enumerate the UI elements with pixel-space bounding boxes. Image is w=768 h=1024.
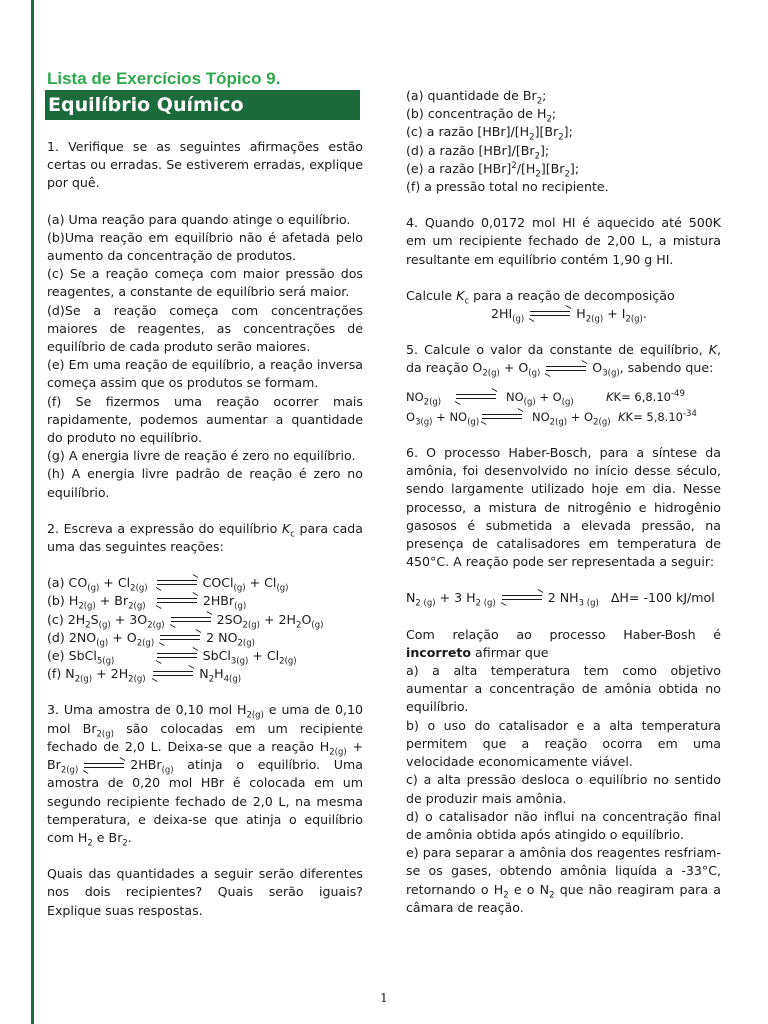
equilibrium-arrow-icon	[530, 309, 570, 318]
q3-item: (d) a razão $[HBr]/[Br_2]$;	[406, 142, 550, 162]
q6-option: c) a alta pressão desloca o equilíbrio no sentido de produzir mais amônia.	[406, 772, 721, 806]
q2-reaction: (a) $CO_{(g)} + Cl_{2(g)}$ COCl$_{(g)}$ + $Cl_{(g)}$	[47, 575, 289, 594]
q6-option: d) o catalisador não influi na concentração final de amônia obtida após atingido o equilíbrio.	[406, 808, 721, 842]
topic-heading: Lista de Exercícios Tópico 9.	[47, 69, 281, 88]
q6-reaction: $N_{2 (g)} + 3$ $H_{2 (g)}$ 2 $NH_{3 (g)}$ ΔH= -100 kJ/mol	[406, 590, 715, 609]
q4-calc: Calcule $K_c$ para a reação de decomposição	[406, 287, 675, 307]
equilibrium-arrow-icon	[157, 596, 197, 605]
q2-reaction: (d) $2NO_{(g)} + O_{2(g)}$ 2 $NO_{2(g)}$	[47, 629, 255, 649]
q5-text: 5. Calcule o valor da constante de equilíbrio, K, da reação $O_{2(g)} + O_{(g)}$ $O_{3(g)}$, sabendo que:	[406, 342, 721, 379]
q1-item-a: (a) Uma reação para quando atinge o equilíbrio.	[47, 211, 351, 227]
equilibrium-arrow-icon	[502, 593, 542, 602]
q2-reaction: (b) $H_{2(g)} + Br_{2(g)}$ 2HBr$_{(g)}$	[47, 593, 247, 612]
q1-item-f: (f) Se fizermos uma reação ocorrer mais rapidamente, podemos aumentar a quantidade do produto no equilíbrio.	[47, 393, 363, 446]
left-column	[47, 68, 363, 920]
q6-option-list	[406, 662, 721, 917]
q3-item: (c) a razão $[HBr]/[H_2][Br_2]$;	[406, 124, 573, 143]
q2-intro: 2. Escreva a expressão do equilíbrio $K_c$ para cada uma das seguintes reações:	[47, 520, 364, 555]
page-title: Equilíbrio Químico	[45, 90, 360, 120]
q3-item-list	[406, 87, 721, 196]
q6-prompt: Com relação ao processo Haber-Bosh é incorreto afirmar que	[406, 626, 721, 660]
equilibrium-arrow-icon	[157, 578, 197, 587]
q1-item-b: (b)Uma reação em equilíbrio não é afetada pelo aumento da concentração de produtos.	[47, 229, 363, 264]
equilibrium-arrow-icon	[171, 615, 211, 624]
q3-question: Quais das quantidades a seguir serão diferentes nos dois recipientes? Quais serão iguais? Explique suas respostas.	[47, 866, 363, 918]
equilibrium-arrow-icon	[546, 364, 586, 373]
right-column	[406, 87, 721, 917]
page-number: 1	[380, 991, 388, 1005]
q4-reaction: $2HI_{(g)}$ $H_{2(g)} + I_{2(g)}$.	[491, 306, 647, 325]
q2-reaction: (e) SbCl$_{5(g)}$ SbCl$_{3(g)}$ + $Cl_{2(g)}$	[47, 648, 297, 667]
q6-text: 6. O processo Haber-Bosch, para a síntese da amônia, foi desenvolvido no início desse século, sendo largamente utilizado hoje em dia. Nesse processo, a mistura de nitrogênio e hidrogênio gasosos é submetida a elevada pressão, na presença de catalisadores em temperatura de 450°C. A reação pode ser representada a seguir:	[406, 445, 721, 570]
q2-reaction: (c) $2H_2S_{(g)} + 3O_{2(g)}$ $2SO_{2(g)} + 2H_2O_{(g)}$	[47, 611, 324, 631]
equilibrium-arrow-icon	[456, 392, 496, 401]
q5-equation-2: $O_{3(g)} + NO_{(g)}$ $NO_{2(g)} + O_{2(g)}$ $KK= 5,8.10^{-34}$	[406, 409, 697, 428]
equilibrium-arrow-icon	[153, 669, 193, 678]
q3-text: 3. Uma amostra de 0,10 mol $H_{2(g)}$ e uma de 0,10 mol $Br_{2(g)}$ são colocadas em um recipiente fechado de 2,0 L. Deixa-se que a reação $H_{2(g)} + Br_{2(g)}$ 2HBr$_{(g)}$ atinja o equilíbrio. Uma amostra de 0,20 mol HBr é colocada em um segundo recipiente fechado de 2,0 L, na mesma temperatura, e deixa-se que atinja o equilíbrio com $H_2$ e $Br_2$.	[47, 702, 364, 849]
q6-option: b) o uso do catalisador e a alta temperatura permitem que a reação ocorra em uma velocidade economicamente viável.	[406, 717, 721, 770]
q1-item-d: (d)Se a reação começa com concentrações maiores de reagentes, as concentrações de equilíbrio de cada produto serão maiores.	[47, 302, 363, 355]
equilibrium-arrow-icon	[84, 761, 124, 770]
q1-item-c: (c) Se a reação começa com maior pressão dos reagentes, a constante de equilíbrio será maior.	[47, 266, 363, 300]
page-margin-rule	[31, 0, 34, 1024]
q1-item-g: (g) A energia livre de reação é zero no equilíbrio.	[47, 448, 356, 464]
q6-option: e) para separar a amônia dos reagentes resfriam-se os gases, obtendo amônia liquída a -33°C, retornando o $H_2$ e o $N_2$ que não reagiram para a câmara de reação.	[406, 845, 721, 915]
q1-item-e: (e) Em uma reação de equilíbrio, a reação inversa começa assim que os produtos se formam.	[47, 357, 363, 391]
q6-option: a) a alta temperatura tem como objetivo aumentar a concentração de amônia obtida no equilíbrio.	[406, 663, 721, 715]
q3-item: (a) quantidade de $Br_2$;	[406, 88, 547, 107]
q2-reaction: (f) $N_{2(g)} + 2H_{2(g)}$ $N_2H_{4(g)}$	[47, 666, 242, 685]
q3-item: (b) concentração de $H_2$;	[406, 106, 557, 125]
q3-item: (e) a razão $[HBr]^2/[H_2][Br_2]$;	[406, 160, 580, 180]
equilibrium-arrow-icon	[160, 633, 200, 642]
q2-reaction-list	[47, 574, 363, 683]
q4-text: 4. Quando 0,0172 mol HI é aquecido até 500K em um recipiente fechado de 2,00 L, a mistura resultante em equilíbrio contém 1,90 g HI.	[406, 215, 721, 267]
equilibrium-arrow-icon	[157, 651, 197, 660]
q5-equation-1: $NO_{2(g)}$ $NO_{(g)} + O_{(g)}$ $KK= 6,8.10^{-49}$	[406, 388, 685, 407]
q3-item: (f) a pressão total no recipiente.	[406, 179, 609, 195]
equilibrium-arrow-icon	[482, 412, 522, 421]
q1-intro: 1. Verifique se as seguintes afirmações estão certas ou erradas. Se estiverem erradas, explique por quê.	[47, 139, 363, 191]
q1-item-h: (h) A energia livre padrão de reação é zero no equilíbrio.	[47, 466, 363, 500]
